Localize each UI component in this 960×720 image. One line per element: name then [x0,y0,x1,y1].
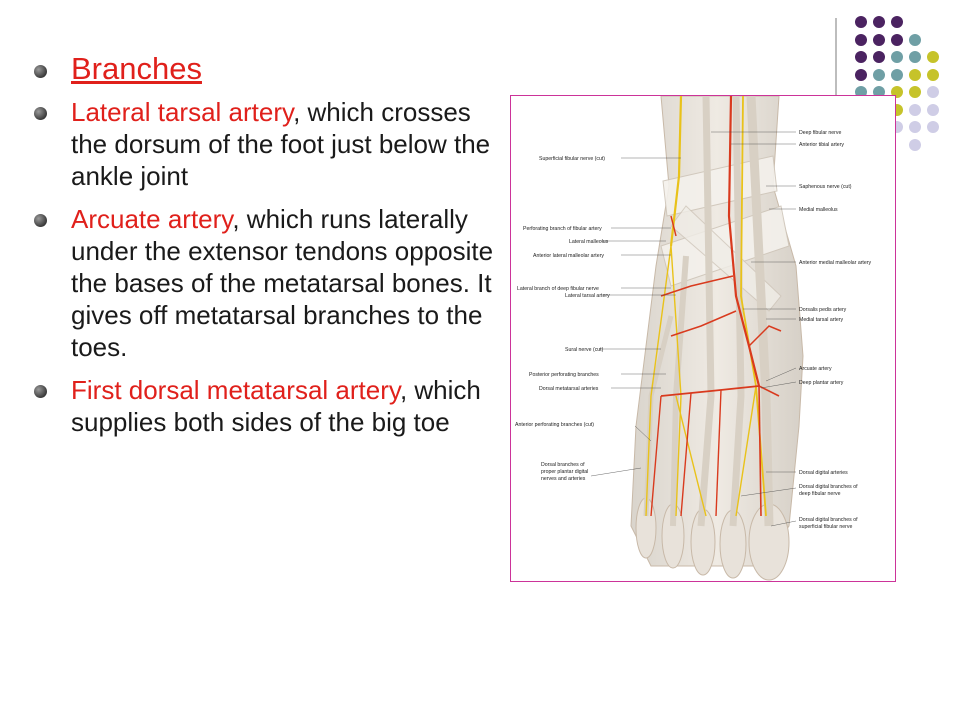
label-anterior-lateral-malleolar-artery: Anterior lateral malleolar artery [533,253,604,259]
label-dorsal-metatarsal-arteries: Dorsal metatarsal arteries [539,386,599,392]
bullet-text: , which crosses the dorsum of the foot just below the ankle joint [71,97,491,191]
bullet-dot-icon [34,65,47,78]
figure-labels-left [515,156,610,482]
label-arcuate-artery: Arcuate artery [799,366,832,372]
label-digital-branches-superficial-2: superficial fibular nerve [799,524,853,530]
label-anterior-medial-malleolar-artery: Anterior medial malleolar artery [799,260,872,266]
label-lateral-malleolus: Lateral malleolus [569,239,609,245]
foot-drawing [631,96,803,580]
label-saphenous-nerve: Saphenous nerve (cut) [799,184,852,190]
label-dorsal-digital-arteries: Dorsal digital arteries [799,470,848,476]
bullet-item [34,374,504,438]
label-digital-branches-superficial-1: Dorsal digital branches of [799,517,858,523]
label-medial-malleolus: Medial malleolus [799,207,838,213]
label-digital-branches-deep-1: Dorsal digital branches of [799,484,858,490]
bullet-dot-icon [34,107,47,120]
bullet-dot-icon [34,385,47,398]
label-dorsalis-pedis-artery: Dorsalis pedis artery [799,307,847,313]
label-dorsal-branches-1: Dorsal branches of [541,462,585,468]
label-anterior-tibial-artery: Anterior tibial artery [799,142,844,148]
label-deep-plantar-artery: Deep plantar artery [799,380,844,386]
bullet-term: Arcuate artery [71,204,233,234]
label-superficial-fibular-nerve: Superficial fibular nerve (cut) [539,156,606,162]
bullet-item [34,96,504,192]
bullet-heading [34,48,504,90]
bullet-text: , which supplies both sides of the big toe [71,375,481,437]
label-posterior-perforating-branches: Posterior perforating branches [529,372,599,378]
label-lateral-branch-deep-fibular-nerve: Lateral branch of deep fibular nerve [517,286,599,292]
bullet-text: , which runs laterally under the extensor tendons opposite the bases of the metatarsal bones. It gives off metatarsal branches to the toes. [71,204,494,362]
bullet-term: First dorsal metatarsal artery [71,375,400,405]
bullet-list [34,48,504,449]
label-lateral-tarsal-artery: Lateral tarsal artery [565,293,610,299]
label-dorsal-branches-3: nerves and arteries [541,476,586,482]
bullet-item [34,203,504,363]
foot-anatomy-figure [510,95,896,582]
label-sural-nerve: Sural nerve (cut) [565,347,604,353]
label-deep-fibular-nerve: Deep fibular nerve [799,130,842,136]
label-digital-branches-deep-2: deep fibular nerve [799,491,841,497]
label-dorsal-branches-2: proper plantar digital [541,469,589,475]
foot-anatomy-illustration [511,96,895,581]
bullet-dot-icon [34,214,47,227]
figure-labels-right [799,130,871,530]
heading-branches: Branches [71,51,202,86]
label-anterior-perforating-branches: Anterior perforating branches (cut) [515,422,595,428]
label-medial-tarsal-artery: Medial tarsal artery [799,317,844,323]
bullet-term: Lateral tarsal artery [71,97,294,127]
label-perforating-branch: Perforating branch of fibular artery [523,226,602,232]
